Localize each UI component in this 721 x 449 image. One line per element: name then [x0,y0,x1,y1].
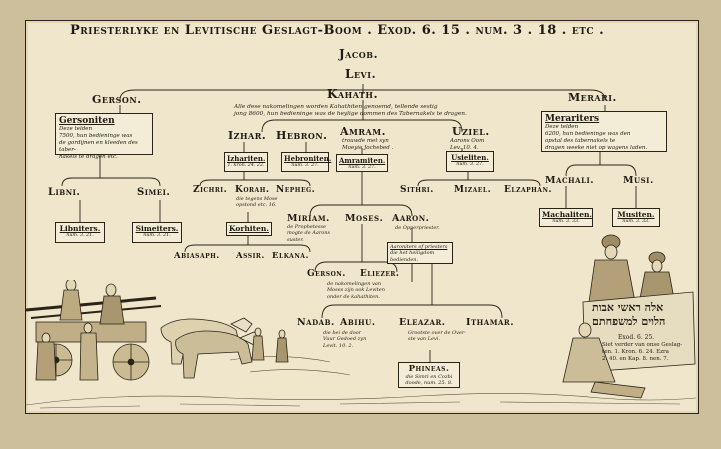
aaroniters-line1: Aaroniters of priesters [390,244,448,250]
musiten-ref: num. 3. 33. [622,219,650,224]
node-machali: Machali. [545,175,595,186]
node-uziel: Uziel. [452,125,490,138]
uziel-note-line1: Aarons Oom [450,138,485,144]
machaliten-name: Machaliten. [542,210,593,219]
kahath-note-line1: Alle dese nakomelingen worden Kahathiten genoemd, tellende sestig [234,104,438,110]
node-zichri: Zichri. [193,185,228,195]
aaron-note [395,225,440,231]
box-izhariten [224,152,268,172]
box-amramiten [336,154,388,172]
node-ithamar: Ithamar. [466,317,515,328]
node-amram: Amram. [340,125,386,138]
node-izhar: Izhar. [228,129,267,142]
node-mizael: Mizael. [454,185,492,195]
uziel-note-line2: Lev. 10. 4. [450,144,479,151]
korhiten-name: Korhiten. [229,224,269,233]
amram-note-line1: trouwde met syn [342,138,389,144]
uziel-note [450,138,484,152]
miriam-note-line2: mogte de Aarons [287,230,331,237]
node-assir: Assir. [236,251,265,261]
merariters-desc-3: opstal des tabernakels te [545,137,616,144]
aaroniters-line3: bedienden. [390,256,419,263]
tablet-line2: Siet verder van onse Geslag- [602,342,683,348]
merariters-desc-1: Deze telden [545,124,579,130]
kahath-note [234,104,467,118]
eliezer-note-line1: de nakomelingen van [327,281,382,287]
usieliten-name: Usieliten. [451,153,489,162]
node-merari: Merari. [568,91,617,104]
node-eleazar: Eleazar. [399,317,446,328]
aaron-note-line1: de Opperpriester. [395,225,440,231]
libniters-name: Libniters. [59,224,101,233]
tablet-line4: 2. 40. en Kap. 8. nen. 7. [602,356,669,362]
node-libni: Libni. [48,187,81,198]
node-hebron: Hebron. [276,129,328,142]
eliezer-note [327,281,385,300]
gersoniten-name: Gersoniten [59,116,115,126]
miriam-note [287,224,330,243]
korah-note-line2: opstond etc. 16. [236,202,277,209]
node-levi: Levi. [345,67,377,81]
nadab-abihu-note [323,330,366,349]
node-elkana: Elkana. [272,251,309,261]
amramiten-ref: num. 3. 27. [348,165,376,170]
page-title: Priesterlyke en Levitische Geslagt-Boom . Exod. 6. 15 . num. 3 . 18 . etc . [70,23,605,38]
node-nepheg: Nepheg. [276,185,316,195]
box-aaroniters [387,242,453,264]
box-usieliten [446,151,494,172]
node-miriam: Miriam. [287,213,330,224]
amram-note [342,138,393,152]
node-aaron: Aaron. [392,213,430,224]
aaroniters-line2: die het heiligdom [390,250,435,257]
phineas-name: Phineas. [408,364,450,374]
box-hebroniten [281,152,332,172]
node-eliezer: Eliezer. [360,269,400,279]
phineas-line1: die Simri en Cozbi [405,374,453,380]
box-libniters [55,222,105,243]
gersoniten-desc-2: 7500, hun bedieninge was [59,132,133,139]
box-phineas [398,362,460,388]
nadab-note-line2: Vuur Gedoed zyn [323,336,367,343]
node-musi: Musi. [623,175,654,186]
eliezer-note-line3: onder de kahathiten. [327,293,380,300]
merariters-desc-4: dragen weeke niet op wagens laden. [545,144,648,151]
simeiters-ref: num. 3. 21. [143,233,171,238]
gersoniten-desc-1: Deze telden [59,126,93,132]
merariters-name: Merariters [545,114,600,124]
korah-note-line1: die tegens Mose [236,196,278,202]
korah-note [236,196,278,209]
musiten-name: Musiten. [617,210,655,219]
eliezer-note-line2: Moses zijn ook Leviten [327,287,385,294]
hebroniten-name: Hebroniten. [284,154,332,163]
node-korah: Korah. [235,185,270,195]
box-gersoniten [55,113,153,160]
box-machaliten [539,208,593,227]
box-musiten [612,208,660,227]
miriam-note-line3: suster. [287,236,304,243]
machaliten-ref: num. 3. 33. [552,219,580,224]
eleazar-note-line1: Grootste over de Over- [408,330,467,336]
eleazar-note [408,330,466,343]
tablet-hebrew-line2: הלוים למשפחתם [592,315,666,328]
node-kahath: Kahath. [327,87,379,101]
kahath-note-line2: jong 8600, hun bedieninge was de heylige dommen des Tabernakels te dragen. [234,111,467,118]
izhariten-ref: 1. kron. 24. 22. [227,163,265,168]
node-elizaphan: Elzaphan. [504,185,553,195]
amramiten-name: Amramiten. [339,156,386,165]
tablet-line3: ten. 1. Kron. 6. 24. Ezra [602,349,669,355]
nadab-note-line3: Levit. 10. 2. [323,342,354,349]
libniters-ref: num. 3. 21. [66,233,94,238]
box-simeiters [132,222,182,243]
node-moses: Moses. [345,213,384,224]
tablet-ref: Exod. 6. 25. [618,334,655,341]
node-nadab: Nadab. [297,317,335,328]
nadab-note-line1: die bei de door [323,330,362,336]
usieliten-ref: num. 3. 27. [456,162,484,167]
node-jacob: Jacob. [339,47,379,61]
amram-note-line2: Moeyie Jochebed . [342,144,394,151]
simeiters-name: Simeiters. [135,224,179,233]
phineas-line2: doode, num. 25. 8. [405,380,453,387]
tablet-hebrew-line1: אלה ראשי אבות [592,301,664,314]
box-merariters [541,111,667,152]
node-abiasaph: Abiasaph. [174,251,220,261]
box-korhiten [226,222,272,236]
node-gerson-moses: Gerson. [307,269,346,279]
gersoniten-desc-3: de gordijnen en kleeden des taber- [59,139,138,153]
eleazar-note-line2: ste van Levi. [408,336,441,343]
merariters-desc-2: 6200, hun bedieninge was den [545,130,631,137]
izhariten-name: Izhariten. [227,154,266,163]
node-sithri: Sithri. [400,185,434,195]
node-gerson: Gerson. [92,93,142,106]
node-simei: Simei. [137,187,171,198]
hebroniten-ref: num. 3. 27. [291,163,319,168]
node-abihu: Abihu. [340,317,376,328]
ox-cart-scene-illustration [26,280,306,410]
miriam-note-line1: de Prophetesse [287,224,326,230]
gersoniten-desc-4: nakels te dragen etc. [59,153,118,160]
